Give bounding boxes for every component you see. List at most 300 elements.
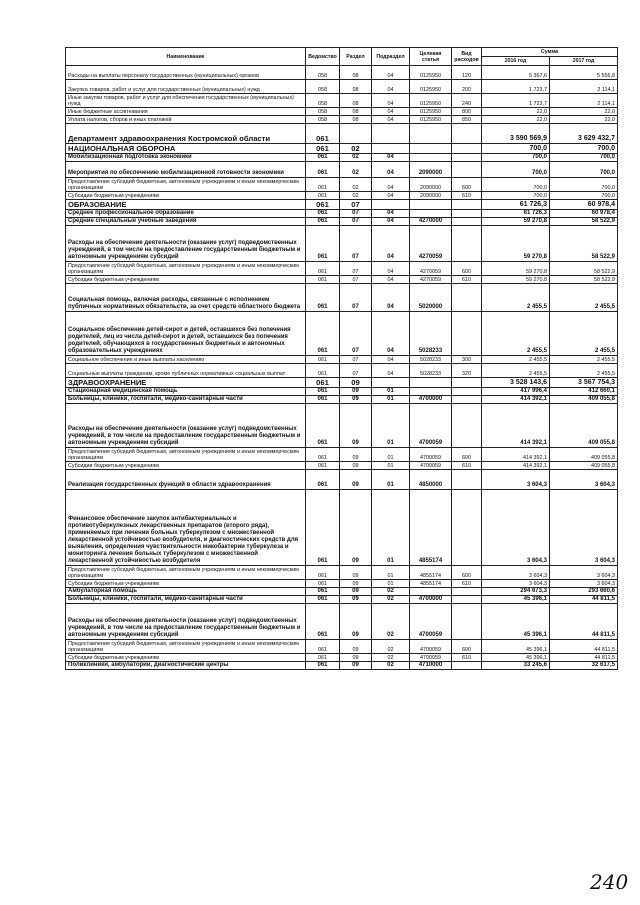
row-target-cell: 4850000	[410, 470, 452, 490]
row-exptype-cell: 610	[452, 192, 482, 200]
row-dept-cell: 061	[306, 312, 340, 356]
row-name-cell: Средние специальные учебные заведения	[66, 218, 306, 226]
row-dept-cell: 061	[306, 178, 340, 192]
row-sum-2016-cell: 294 673,3	[482, 588, 550, 596]
row-target-cell: 4700059	[410, 462, 452, 470]
row-dept-cell: 061	[306, 604, 340, 640]
row-name-cell: Субсидии бюджетным учреждениям	[66, 462, 306, 470]
row-target-cell: 4270059	[410, 276, 452, 284]
row-sum-2016-cell: 2 455,5	[482, 312, 550, 356]
row-name-cell: Предоставление субсидий бюджетным, автономным учреждениям и иным некоммерческим организациям	[66, 640, 306, 654]
row-name-cell: Финансовое обеспечение закупок антибактериальных и противотуберкулезных лекарственных препаратов (второго ряда), применяемых при лечении больных туберкулезом с множественной лекарственной устойчивостью возбудителя, и диагностических средств для выявления, определения чувствительности микобактерии туберкулеза и мониторинга лечения больных туберкулезом с множественной лекарственной устойчивостью возбудителя	[66, 490, 306, 566]
table-row	[66, 124, 618, 144]
row-section-cell: 09	[340, 662, 372, 670]
table-row	[66, 356, 618, 364]
table-row	[66, 178, 618, 192]
row-sum-2017-cell: 32 617,5	[550, 662, 618, 670]
row-exptype-cell	[452, 210, 482, 218]
row-exptype-cell: 320	[452, 364, 482, 378]
row-name-cell: Закупка товаров, работ и услуг для государственных (муниципальных) нужд	[66, 80, 306, 94]
row-name-cell: Больницы, клиники, госпитали, медико-санитарные части	[66, 396, 306, 404]
row-subsection-cell: 04	[372, 192, 410, 200]
row-exptype-cell: 610	[452, 654, 482, 662]
row-section-cell: 07	[340, 364, 372, 378]
row-target-cell: 0125950	[410, 66, 452, 80]
row-sum-2017-cell: 22,0	[550, 108, 618, 116]
row-sum-2017-cell: 409 055,8	[550, 396, 618, 404]
row-subsection-cell: 04	[372, 94, 410, 108]
row-target-cell: 4270000	[410, 218, 452, 226]
row-target-cell: 2090000	[410, 192, 452, 200]
row-name-cell: Мероприятия по обеспечению мобилизационной готовности экономики	[66, 162, 306, 178]
row-target-cell	[410, 588, 452, 596]
row-subsection-cell: 04	[372, 178, 410, 192]
row-dept-cell: 061	[306, 588, 340, 596]
row-dept-cell: 061	[306, 154, 340, 162]
row-exptype-cell	[452, 218, 482, 226]
row-subsection-cell: 04	[372, 276, 410, 284]
row-subsection-cell: 04	[372, 364, 410, 378]
row-sum-2017-cell: 58 522,9	[550, 218, 618, 226]
row-target-cell: 4700059	[410, 448, 452, 462]
row-sum-2017-cell: 3 604,3	[550, 490, 618, 566]
row-sum-2016-cell: 59 270,8	[482, 218, 550, 226]
row-target-cell: 4270059	[410, 262, 452, 276]
row-name-cell: Среднее профессиональное образование	[66, 210, 306, 218]
row-section-cell: 09	[340, 470, 372, 490]
row-sum-2017-cell: 44 811,5	[550, 596, 618, 604]
row-exptype-cell: 600	[452, 262, 482, 276]
row-sum-2016-cell: 700,0	[482, 154, 550, 162]
row-target-cell: 4855174	[410, 566, 452, 580]
row-name-cell: Стационарная медицинская помощь	[66, 388, 306, 396]
row-name-cell: Предоставление субсидий бюджетным, автономным учреждениям и иным некоммерческим организациям	[66, 448, 306, 462]
row-exptype-cell: 120	[452, 66, 482, 80]
row-target-cell: 5028233	[410, 364, 452, 378]
row-section-cell: 09	[340, 404, 372, 448]
row-dept-cell: 061	[306, 226, 340, 262]
row-section-cell: 07	[340, 356, 372, 364]
row-dept-cell: 058	[306, 80, 340, 94]
row-name-cell: Субсидии бюджетным учреждениям	[66, 654, 306, 662]
row-exptype-cell	[452, 144, 482, 154]
row-sum-2017-cell: 5 556,8	[550, 66, 618, 80]
row-sum-2017-cell: 700,0	[550, 162, 618, 178]
row-subsection-cell: 01	[372, 566, 410, 580]
row-subsection-cell: 02	[372, 596, 410, 604]
row-sum-2017-cell: 2 114,1	[550, 94, 618, 108]
row-subsection-cell: 02	[372, 604, 410, 640]
row-sum-2017-cell: 412 660,1	[550, 388, 618, 396]
row-section-cell: 09	[340, 566, 372, 580]
row-name-cell: Предоставление субсидий бюджетным, автономным учреждениям и иным некоммерческим организациям	[66, 178, 306, 192]
row-exptype-cell	[452, 388, 482, 396]
row-target-cell: 5020000	[410, 284, 452, 312]
row-subsection-cell: 01	[372, 490, 410, 566]
row-sum-2016-cell: 59 270,8	[482, 262, 550, 276]
row-exptype-cell	[452, 378, 482, 388]
row-sum-2016-cell: 59 270,8	[482, 226, 550, 262]
table-row	[66, 66, 618, 80]
row-target-cell	[410, 210, 452, 218]
row-sum-2016-cell: 414 392,1	[482, 448, 550, 462]
row-dept-cell: 061	[306, 356, 340, 364]
row-subsection-cell: 04	[372, 116, 410, 124]
row-sum-2016-cell: 3 604,3	[482, 580, 550, 588]
row-sum-2016-cell: 2 455,5	[482, 364, 550, 378]
row-exptype-cell: 610	[452, 276, 482, 284]
row-exptype-cell: 200	[452, 80, 482, 94]
row-sum-2017-cell: 409 055,8	[550, 404, 618, 448]
row-exptype-cell: 850	[452, 116, 482, 124]
row-dept-cell: 061	[306, 662, 340, 670]
row-section-cell: 07	[340, 200, 372, 210]
row-section-cell: 08	[340, 108, 372, 116]
row-sum-2017-cell: 3 604,3	[550, 580, 618, 588]
row-exptype-cell	[452, 490, 482, 566]
row-dept-cell: 058	[306, 66, 340, 80]
table-row	[66, 94, 618, 108]
table-row	[66, 218, 618, 226]
row-name-cell: Расходы на обеспечение деятельности (оказание услуг) подведомственных учреждений, в том числе на предоставление государственным бюджетным и автономным учреждениям субсидий	[66, 604, 306, 640]
row-section-cell: 09	[340, 654, 372, 662]
row-sum-2016-cell: 414 392,1	[482, 404, 550, 448]
row-subsection-cell: 02	[372, 640, 410, 654]
row-dept-cell: 058	[306, 116, 340, 124]
row-sum-2016-cell: 700,0	[482, 192, 550, 200]
row-sum-2017-cell: 2 455,5	[550, 312, 618, 356]
row-name-cell: Реализация государственных функций в области здравоохранения	[66, 470, 306, 490]
row-section-cell: 07	[340, 284, 372, 312]
row-target-cell: 4700059	[410, 654, 452, 662]
row-sum-2016-cell: 417 996,4	[482, 388, 550, 396]
row-dept-cell: 061	[306, 276, 340, 284]
row-dept-cell: 058	[306, 108, 340, 116]
row-subsection-cell: 01	[372, 470, 410, 490]
row-exptype-cell	[452, 226, 482, 262]
row-dept-cell: 061	[306, 654, 340, 662]
table-row	[66, 604, 618, 640]
table-row	[66, 596, 618, 604]
header-year-2016: 2016 год	[482, 57, 550, 66]
table-row	[66, 580, 618, 588]
row-dept-cell: 061	[306, 364, 340, 378]
header-name: Наименование	[66, 48, 306, 66]
row-target-cell: 2090000	[410, 178, 452, 192]
row-dept-cell: 061	[306, 470, 340, 490]
row-subsection-cell: 04	[372, 154, 410, 162]
row-sum-2017-cell: 700,0	[550, 178, 618, 192]
table-row	[66, 210, 618, 218]
row-name-cell: Больницы, клиники, госпитали, медико-санитарные части	[66, 596, 306, 604]
row-subsection-cell: 04	[372, 226, 410, 262]
row-exptype-cell	[452, 588, 482, 596]
row-subsection-cell	[372, 144, 410, 154]
row-exptype-cell	[452, 404, 482, 448]
row-subsection-cell: 02	[372, 588, 410, 596]
row-section-cell: 09	[340, 462, 372, 470]
table-row	[66, 654, 618, 662]
row-sum-2016-cell: 1 723,7	[482, 94, 550, 108]
table-row	[66, 640, 618, 654]
row-sum-2017-cell: 3 604,3	[550, 470, 618, 490]
row-target-cell	[410, 200, 452, 210]
row-subsection-cell: 01	[372, 404, 410, 448]
row-subsection-cell: 04	[372, 218, 410, 226]
row-sum-2016-cell: 45 396,1	[482, 654, 550, 662]
header-target-article: Целевая статья	[410, 48, 452, 66]
row-dept-cell: 061	[306, 462, 340, 470]
row-sum-2016-cell: 5 367,6	[482, 66, 550, 80]
row-subsection-cell: 01	[372, 448, 410, 462]
row-subsection-cell: 01	[372, 580, 410, 588]
row-dept-cell: 061	[306, 404, 340, 448]
row-name-cell: Амбулаторная помощь	[66, 588, 306, 596]
row-section-cell: 09	[340, 378, 372, 388]
header-section: Раздел	[340, 48, 372, 66]
row-dept-cell: 061	[306, 580, 340, 588]
row-sum-2016-cell: 61 726,3	[482, 200, 550, 210]
row-target-cell: 5028233	[410, 356, 452, 364]
header-year-2017: 2017 год	[550, 57, 618, 66]
row-target-cell: 4270059	[410, 226, 452, 262]
row-sum-2016-cell: 3 604,3	[482, 470, 550, 490]
row-dept-cell: 061	[306, 448, 340, 462]
row-exptype-cell: 600	[452, 448, 482, 462]
table-row	[66, 262, 618, 276]
row-dept-cell: 061	[306, 396, 340, 404]
row-section-cell: 02	[340, 192, 372, 200]
row-name-cell: Субсидии бюджетным учреждениям	[66, 276, 306, 284]
row-sum-2016-cell: 45 396,1	[482, 640, 550, 654]
row-dept-cell: 061	[306, 490, 340, 566]
row-exptype-cell	[452, 312, 482, 356]
table-row	[66, 276, 618, 284]
row-dept-cell: 061	[306, 144, 340, 154]
row-exptype-cell: 600	[452, 178, 482, 192]
row-section-cell: 08	[340, 66, 372, 80]
row-dept-cell: 061	[306, 596, 340, 604]
row-section-cell: 09	[340, 604, 372, 640]
table-row	[66, 588, 618, 596]
row-section-cell: 02	[340, 178, 372, 192]
row-name-cell: Расходы на обеспечение деятельности (оказание услуг) подведомственных учреждений, в том числе на предоставление государственным бюджетным и автономным учреждениям субсидий	[66, 404, 306, 448]
row-subsection-cell: 04	[372, 66, 410, 80]
row-target-cell: 0125950	[410, 80, 452, 94]
row-target-cell: 4700000	[410, 396, 452, 404]
row-name-cell: Департамент здравоохранения Костромской области	[66, 124, 306, 144]
row-section-cell: 07	[340, 312, 372, 356]
row-sum-2017-cell: 58 522,9	[550, 226, 618, 262]
table-row	[66, 108, 618, 116]
table-row	[66, 388, 618, 396]
row-target-cell: 4700000	[410, 596, 452, 604]
row-dept-cell: 061	[306, 388, 340, 396]
table-row	[66, 462, 618, 470]
row-dept-cell: 061	[306, 284, 340, 312]
row-name-cell: НАЦИОНАЛЬНАЯ ОБОРОНА	[66, 144, 306, 154]
header-sum: Сумма	[482, 48, 618, 57]
row-sum-2017-cell: 409 055,8	[550, 448, 618, 462]
row-target-cell: 0125950	[410, 116, 452, 124]
row-sum-2016-cell: 33 245,6	[482, 662, 550, 670]
row-sum-2017-cell: 44 811,5	[550, 640, 618, 654]
row-exptype-cell: 300	[452, 356, 482, 364]
row-sum-2016-cell: 3 604,3	[482, 566, 550, 580]
row-section-cell: 02	[340, 144, 372, 154]
row-sum-2017-cell: 2 114,1	[550, 80, 618, 94]
row-target-cell	[410, 378, 452, 388]
row-target-cell: 2090000	[410, 162, 452, 178]
row-dept-cell: 061	[306, 200, 340, 210]
row-sum-2016-cell: 414 392,1	[482, 462, 550, 470]
row-section-cell: 09	[340, 490, 372, 566]
row-sum-2017-cell: 3 567 754,3	[550, 378, 618, 388]
row-sum-2016-cell: 22,0	[482, 116, 550, 124]
row-sum-2016-cell: 3 528 143,6	[482, 378, 550, 388]
row-exptype-cell: 610	[452, 462, 482, 470]
table-row	[66, 364, 618, 378]
table-row	[66, 80, 618, 94]
row-subsection-cell: 02	[372, 654, 410, 662]
row-subsection-cell: 02	[372, 662, 410, 670]
row-name-cell: Предоставление субсидий бюджетным, автономным учреждениям и иным некоммерческим организациям	[66, 566, 306, 580]
row-dept-cell: 061	[306, 262, 340, 276]
row-target-cell	[410, 144, 452, 154]
row-sum-2017-cell: 409 055,8	[550, 462, 618, 470]
row-target-cell: 5028233	[410, 312, 452, 356]
row-section-cell: 08	[340, 80, 372, 94]
row-target-cell: 4710000	[410, 662, 452, 670]
row-exptype-cell: 240	[452, 94, 482, 108]
row-subsection-cell	[372, 378, 410, 388]
row-exptype-cell	[452, 124, 482, 144]
row-exptype-cell	[452, 154, 482, 162]
row-section-cell: 09	[340, 448, 372, 462]
budget-table-sheet	[65, 47, 617, 670]
row-name-cell: Социальное обеспечение детей-сирот и детей, оставшихся без попечения родителей, лиц из числа детей-сирот и детей, оставшихся без попечения родителей, обучающихся в государственных бюджетных и автономных образовательных учреждениях	[66, 312, 306, 356]
row-exptype-cell	[452, 470, 482, 490]
table-row	[66, 144, 618, 154]
row-sum-2016-cell: 414 392,1	[482, 396, 550, 404]
row-sum-2017-cell: 3 604,3	[550, 566, 618, 580]
row-target-cell: 4700059	[410, 404, 452, 448]
row-dept-cell: 061	[306, 162, 340, 178]
row-exptype-cell: 600	[452, 566, 482, 580]
row-exptype-cell	[452, 284, 482, 312]
table-row	[66, 284, 618, 312]
row-subsection-cell	[372, 200, 410, 210]
row-section-cell: 07	[340, 218, 372, 226]
row-name-cell: Расходы на выплаты персоналу государственных (муниципальных) органов	[66, 66, 306, 80]
row-sum-2016-cell: 700,0	[482, 144, 550, 154]
row-name-cell: Предоставление субсидий бюджетным, автономным учреждениям и иным некоммерческим организациям	[66, 262, 306, 276]
row-name-cell: Субсидии бюджетным учреждениям	[66, 192, 306, 200]
row-exptype-cell	[452, 604, 482, 640]
row-dept-cell: 061	[306, 640, 340, 654]
row-exptype-cell	[452, 596, 482, 604]
row-sum-2017-cell: 2 455,5	[550, 356, 618, 364]
row-dept-cell: 058	[306, 94, 340, 108]
header-expense-type: Вид расходов	[452, 48, 482, 66]
row-section-cell: 09	[340, 596, 372, 604]
row-exptype-cell	[452, 162, 482, 178]
table-row	[66, 404, 618, 448]
table-row	[66, 116, 618, 124]
row-sum-2017-cell: 44 811,5	[550, 654, 618, 662]
row-name-cell: Иные бюджетные ассигнования	[66, 108, 306, 116]
row-exptype-cell	[452, 662, 482, 670]
row-section-cell: 09	[340, 396, 372, 404]
row-sum-2017-cell: 60 978,4	[550, 210, 618, 218]
row-sum-2016-cell: 3 590 569,9	[482, 124, 550, 144]
row-sum-2017-cell: 3 629 432,7	[550, 124, 618, 144]
table-row	[66, 226, 618, 262]
row-sum-2017-cell: 58 522,9	[550, 262, 618, 276]
table-row	[66, 470, 618, 490]
row-sum-2017-cell: 293 660,6	[550, 588, 618, 596]
row-exptype-cell: 600	[452, 640, 482, 654]
row-name-cell: ЗДРАВООХРАНЕНИЕ	[66, 378, 306, 388]
row-name-cell: Уплата налогов, сборов и иных платежей	[66, 116, 306, 124]
table-row	[66, 490, 618, 566]
row-name-cell: ОБРАЗОВАНИЕ	[66, 200, 306, 210]
row-sum-2017-cell: 44 811,5	[550, 604, 618, 640]
row-exptype-cell: 610	[452, 580, 482, 588]
row-exptype-cell: 800	[452, 108, 482, 116]
row-subsection-cell: 04	[372, 262, 410, 276]
table-row	[66, 312, 618, 356]
row-sum-2016-cell: 700,0	[482, 178, 550, 192]
budget-table	[65, 47, 618, 670]
row-sum-2016-cell: 45 396,1	[482, 596, 550, 604]
row-name-cell: Мобилизационная подготовка экономики	[66, 154, 306, 162]
row-name-cell: Социальное обеспечение и иные выплаты населению	[66, 356, 306, 364]
table-row	[66, 162, 618, 178]
row-section-cell: 07	[340, 210, 372, 218]
row-sum-2017-cell: 60 978,4	[550, 200, 618, 210]
table-row	[66, 662, 618, 670]
table-row	[66, 200, 618, 210]
row-name-cell: Социальные выплаты гражданам, кроме публичных нормативных социальных выплат	[66, 364, 306, 378]
row-sum-2016-cell: 2 455,5	[482, 356, 550, 364]
table-row	[66, 154, 618, 162]
row-section-cell: 09	[340, 580, 372, 588]
row-sum-2016-cell: 2 455,5	[482, 284, 550, 312]
row-section-cell: 09	[340, 388, 372, 396]
row-target-cell: 4700059	[410, 604, 452, 640]
row-sum-2017-cell: 2 455,5	[550, 364, 618, 378]
row-target-cell	[410, 154, 452, 162]
row-subsection-cell: 04	[372, 356, 410, 364]
row-section-cell: 07	[340, 276, 372, 284]
row-dept-cell: 061	[306, 218, 340, 226]
row-section-cell: 07	[340, 226, 372, 262]
row-section-cell: 02	[340, 154, 372, 162]
page-number: 240	[590, 870, 629, 894]
row-sum-2016-cell: 1 723,7	[482, 80, 550, 94]
row-subsection-cell: 04	[372, 162, 410, 178]
row-subsection-cell: 04	[372, 80, 410, 94]
row-dept-cell: 061	[306, 210, 340, 218]
row-dept-cell: 061	[306, 378, 340, 388]
row-sum-2016-cell: 45 396,1	[482, 604, 550, 640]
row-subsection-cell: 04	[372, 210, 410, 218]
row-target-cell: 4855174	[410, 490, 452, 566]
row-sum-2016-cell: 59 270,8	[482, 276, 550, 284]
row-sum-2016-cell: 22,0	[482, 108, 550, 116]
row-target-cell: 0125950	[410, 108, 452, 116]
